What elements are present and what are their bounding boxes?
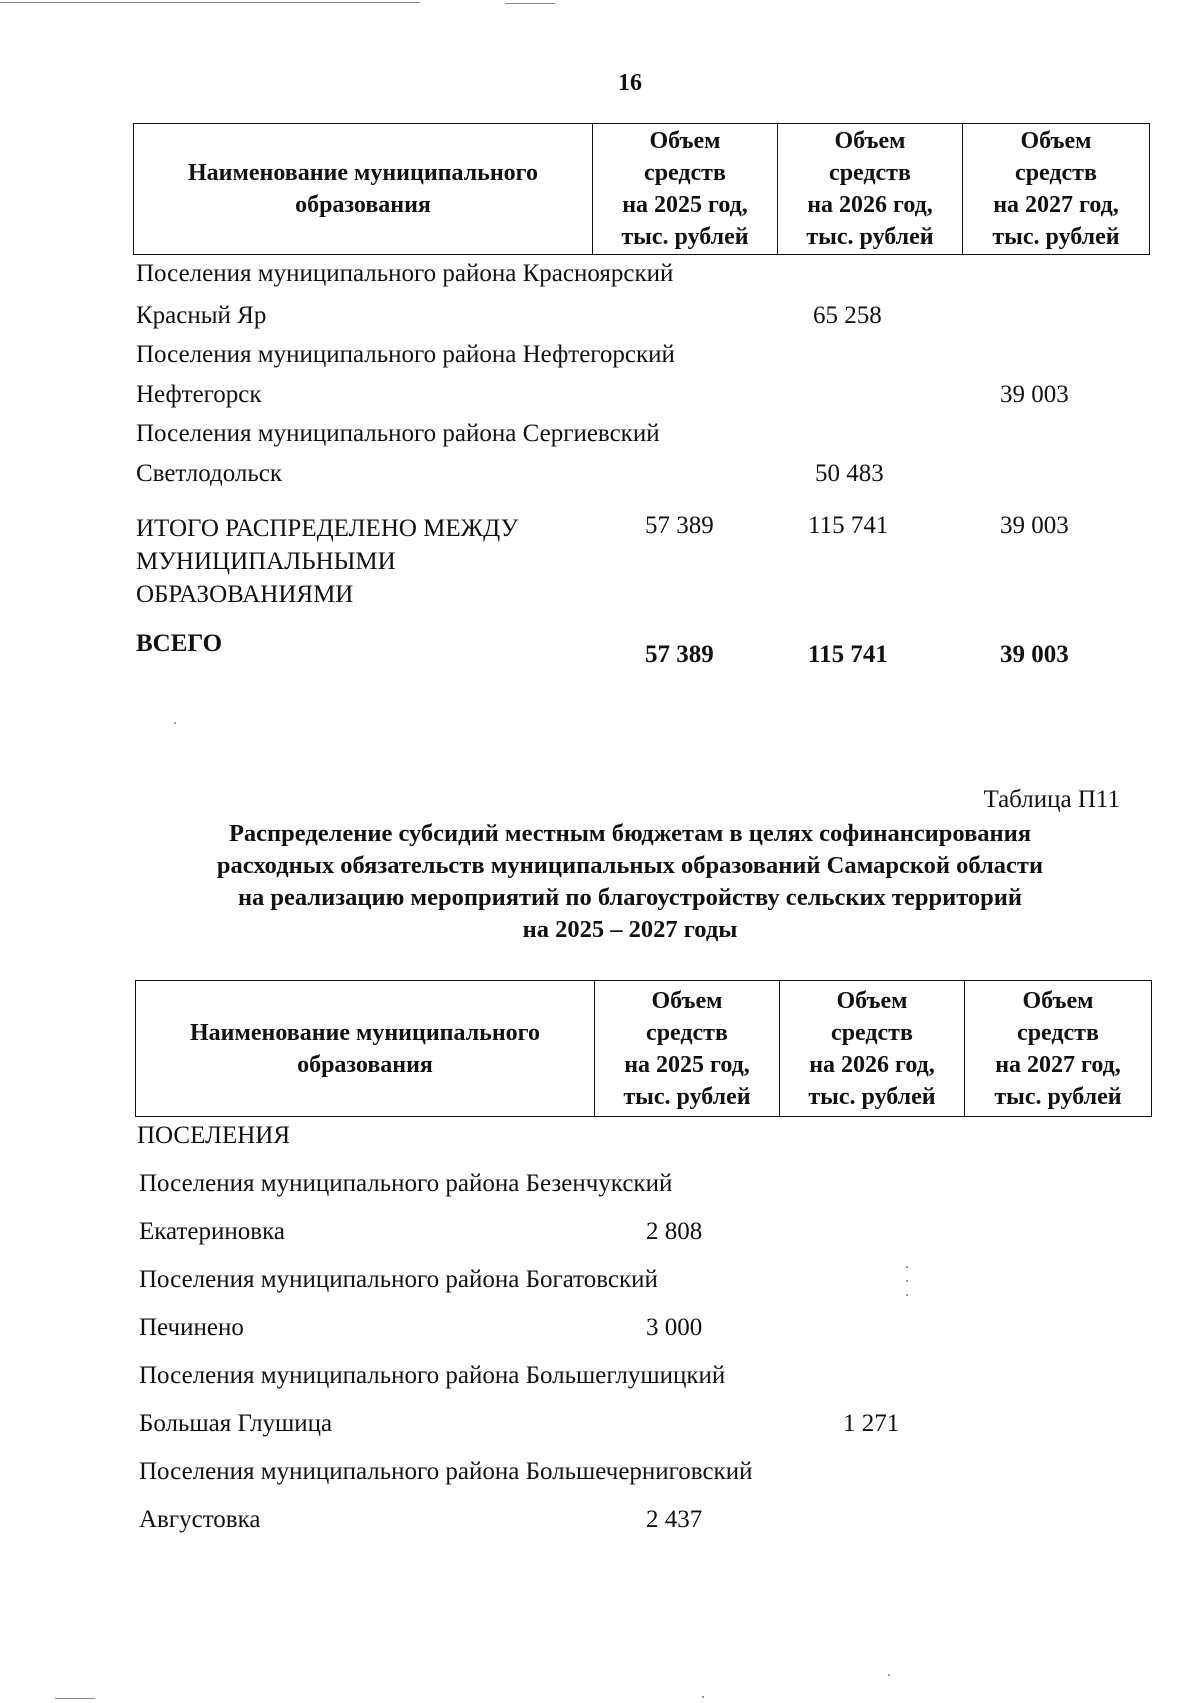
itogo-2026: 115 741: [808, 512, 889, 539]
page-number: 16: [618, 70, 642, 96]
table2-header: [135, 980, 1152, 1117]
table-row: Печинено: [139, 1314, 244, 1341]
table-row: Поселения муниципального района Нефтегорский: [136, 341, 675, 368]
table-row: Нефтегорск: [136, 381, 262, 408]
scan-speck: [906, 1266, 908, 1268]
table2-header-2026: Объем средств на 2026 год, тыс. рублей: [780, 981, 965, 1117]
table-row: Поселения муниципального района Сергиевский: [136, 420, 660, 447]
table-row: Светлодольск: [136, 460, 282, 487]
scan-artifact-line: [505, 3, 555, 4]
table-cell-2026: 65 258: [813, 302, 882, 329]
table-cell-2026: 1 271: [843, 1410, 900, 1437]
scan-speck: [174, 722, 176, 724]
table-row: ПОСЕЛЕНИЯ: [137, 1122, 291, 1149]
vsego-2027: 39 003: [1000, 641, 1069, 668]
vsego-label: ВСЕГО: [136, 630, 223, 657]
table1-header-2026: Объем средств на 2026 год, тыс. рублей: [778, 124, 963, 255]
table2-header-2027: Объем средств на 2027 год, тыс. рублей: [965, 981, 1152, 1117]
table-row: Поселения муниципального района Красноярский: [136, 260, 674, 287]
table-row: Августовка: [139, 1506, 261, 1533]
table1-header-name: Наименование муниципального образования: [134, 124, 593, 255]
table-row: Поселения муниципального района Богатовский: [139, 1266, 658, 1293]
table2-header-2025: Объем средств на 2025 год, тыс. рублей: [595, 981, 780, 1117]
table-cell-2025: 2 437: [646, 1506, 703, 1533]
table-row: Поселения муниципального района Безенчукский: [139, 1170, 673, 1197]
table-cell-2027: 39 003: [1000, 381, 1069, 408]
table-cell-2025: 3 000: [646, 1314, 703, 1341]
itogo-2027: 39 003: [1000, 512, 1069, 539]
scan-speck: [888, 1674, 890, 1676]
vsego-2025: 57 389: [645, 641, 714, 668]
vsego-2026: 115 741: [808, 641, 888, 668]
table-title: Распределение субсидий местным бюджетам в целях софинансирования расходных обязательств муниципальных образований Самарской области на реализацию мероприятий по благоустройству сельских территорий на 2025 – 2027 годы: [216, 820, 1044, 943]
table-row: Большая Глушица: [139, 1410, 333, 1437]
table-label: Таблица П11: [983, 786, 1120, 813]
table-cell-2026: 50 483: [815, 460, 884, 487]
scan-speck: [906, 1280, 908, 1282]
table-row: Екатериновка: [139, 1218, 285, 1245]
table2-header-name: Наименование муниципального образования: [136, 981, 595, 1117]
table1-header: [133, 123, 1150, 255]
table1-header-2025: Объем средств на 2025 год, тыс. рублей: [593, 124, 778, 255]
table1-header-2027: Объем средств на 2027 год, тыс. рублей: [963, 124, 1150, 255]
scan-speck: [906, 1294, 908, 1296]
table-row: Поселения муниципального района Большеглушицкий: [139, 1362, 726, 1389]
scan-speck: [702, 1696, 704, 1698]
itogo-2025: 57 389: [645, 512, 714, 539]
itogo-label: ИТОГО РАСПРЕДЕЛЕНО МЕЖДУ МУНИЦИПАЛЬНЫМИ ОБРАЗОВАНИЯМИ: [136, 515, 519, 608]
table-row: Красный Яр: [136, 302, 267, 329]
scan-artifact-line: [55, 1698, 95, 1699]
table-row: Поселения муниципального района Большечерниговский: [139, 1458, 753, 1485]
scan-artifact-line: [0, 2, 420, 3]
table-cell-2025: 2 808: [646, 1218, 703, 1245]
